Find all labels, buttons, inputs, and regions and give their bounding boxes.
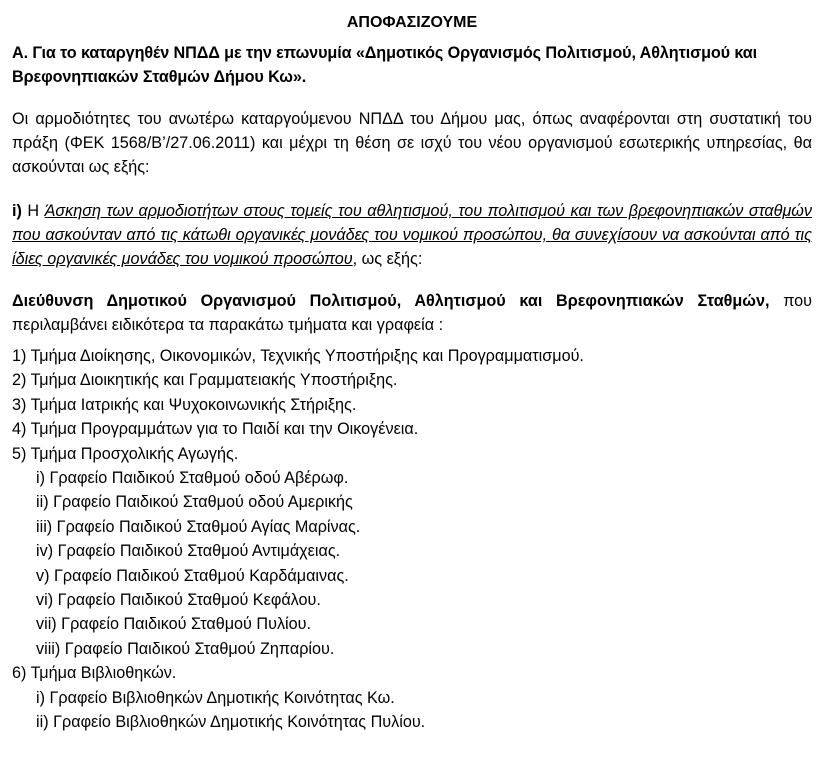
department-list-item: 3) Τμήμα Ιατρικής και Ψυχοκοινωνικής Στήριξης.	[12, 395, 357, 414]
directorate-name: Διεύθυνση Δημοτικού Οργανισμού Πολιτισμού, Αθλητισμού και Βρεφονηπιακών Σταθμών,	[12, 292, 770, 310]
document-heading: ΑΠΟΦΑΣΙΖΟΥΜΕ	[346, 14, 478, 31]
office-list-item: ii) Γραφείο Παιδικού Σταθμού οδού Αμερικής	[36, 493, 353, 512]
item-i-marker: i)	[12, 202, 22, 220]
office-list-item: i) Γραφείο Παιδικού Σταθμού οδού Αβέρωφ.	[36, 469, 349, 488]
item-i-underlined-text: Άσκηση των αρμοδιοτήτων στους τομείς του αθλητισμού, του πολιτισμού και των βρεφονηπιακών σταθμών που ασκούνταν από τις κάτωθι οργανικές μονάδες του νομικού προσώπου, θα συνεχίσουν να ασκούνται από τις ίδιες οργανικές μονάδες του νομικού προσώπου	[12, 202, 813, 268]
office-list-item: iii) Γραφείο Παιδικού Σταθμού Αγίας Μαρίνας.	[36, 517, 361, 536]
item-i-tail: , ως εξής:	[352, 250, 423, 268]
department-list-item: 1) Τμήμα Διοίκησης, Οικονομικών, Τεχνικής Υποστήριξης και Προγραμματισμού.	[12, 347, 584, 365]
office-list-item: i) Γραφείο Βιβλιοθηκών Δημοτικής Κοινότητας Κω.	[36, 688, 395, 707]
directorate-description: που περιλαμβάνει ειδικότερα τα παρακάτω τμήματα και γραφεία :	[12, 292, 812, 334]
units-list	[12, 344, 812, 735]
department-list-item: 6) Τμήμα Βιβλιοθηκών.	[12, 664, 177, 683]
intro-paragraph: Οι αρμοδιότητες του ανωτέρω καταργούμενου ΝΠΔΔ του Δήμου μας, όπως αναφέρονται στη συστατική του πράξη (ΦΕΚ 1568/Β’/27.06.2011) και μέχρι τη θέση σε ισχύ του νέου οργανισμού εσωτερικής υπηρεσίας, θα ασκούνται ως εξής:	[12, 110, 812, 176]
office-list-item: iv) Γραφείο Παιδικού Σταθμού Αντιμάχειας.	[36, 542, 341, 561]
directorate-paragraph	[12, 289, 812, 337]
department-list-item: 4) Τμήμα Προγραμμάτων για το Παιδί και την Οικογένεια.	[12, 420, 419, 439]
department-list-item: 5) Τμήμα Προσχολικής Αγωγής.	[12, 444, 239, 463]
office-list-item: vii) Γραφείο Παιδικού Σταθμού Πυλίου.	[36, 615, 311, 634]
item-i-article: Η	[27, 202, 40, 220]
section-a-title: Α. Για το καταργηθέν ΝΠΔΔ με την επωνυμία «Δημοτικός Οργανισμός Πολιτισμού, Αθλητισμού και Βρεφονηπιακών Σταθμών Δήμου Κω».	[12, 44, 758, 86]
office-list-item: ii) Γραφείο Βιβλιοθηκών Δημοτικής Κοινότητας Πυλίου.	[36, 713, 426, 732]
office-list-item: viii) Γραφείο Παιδικού Σταθμού Ζηπαρίου.	[36, 639, 335, 658]
office-list-item: v) Γραφείο Παιδικού Σταθμού Καρδάμαινας.	[36, 566, 349, 585]
item-i-paragraph	[12, 199, 812, 271]
department-list-item: 2) Τμήμα Διοικητικής και Γραμματειακής Υποστήριξης.	[12, 371, 398, 390]
office-list-item: vi) Γραφείο Παιδικού Σταθμού Κεφάλου.	[36, 591, 321, 610]
